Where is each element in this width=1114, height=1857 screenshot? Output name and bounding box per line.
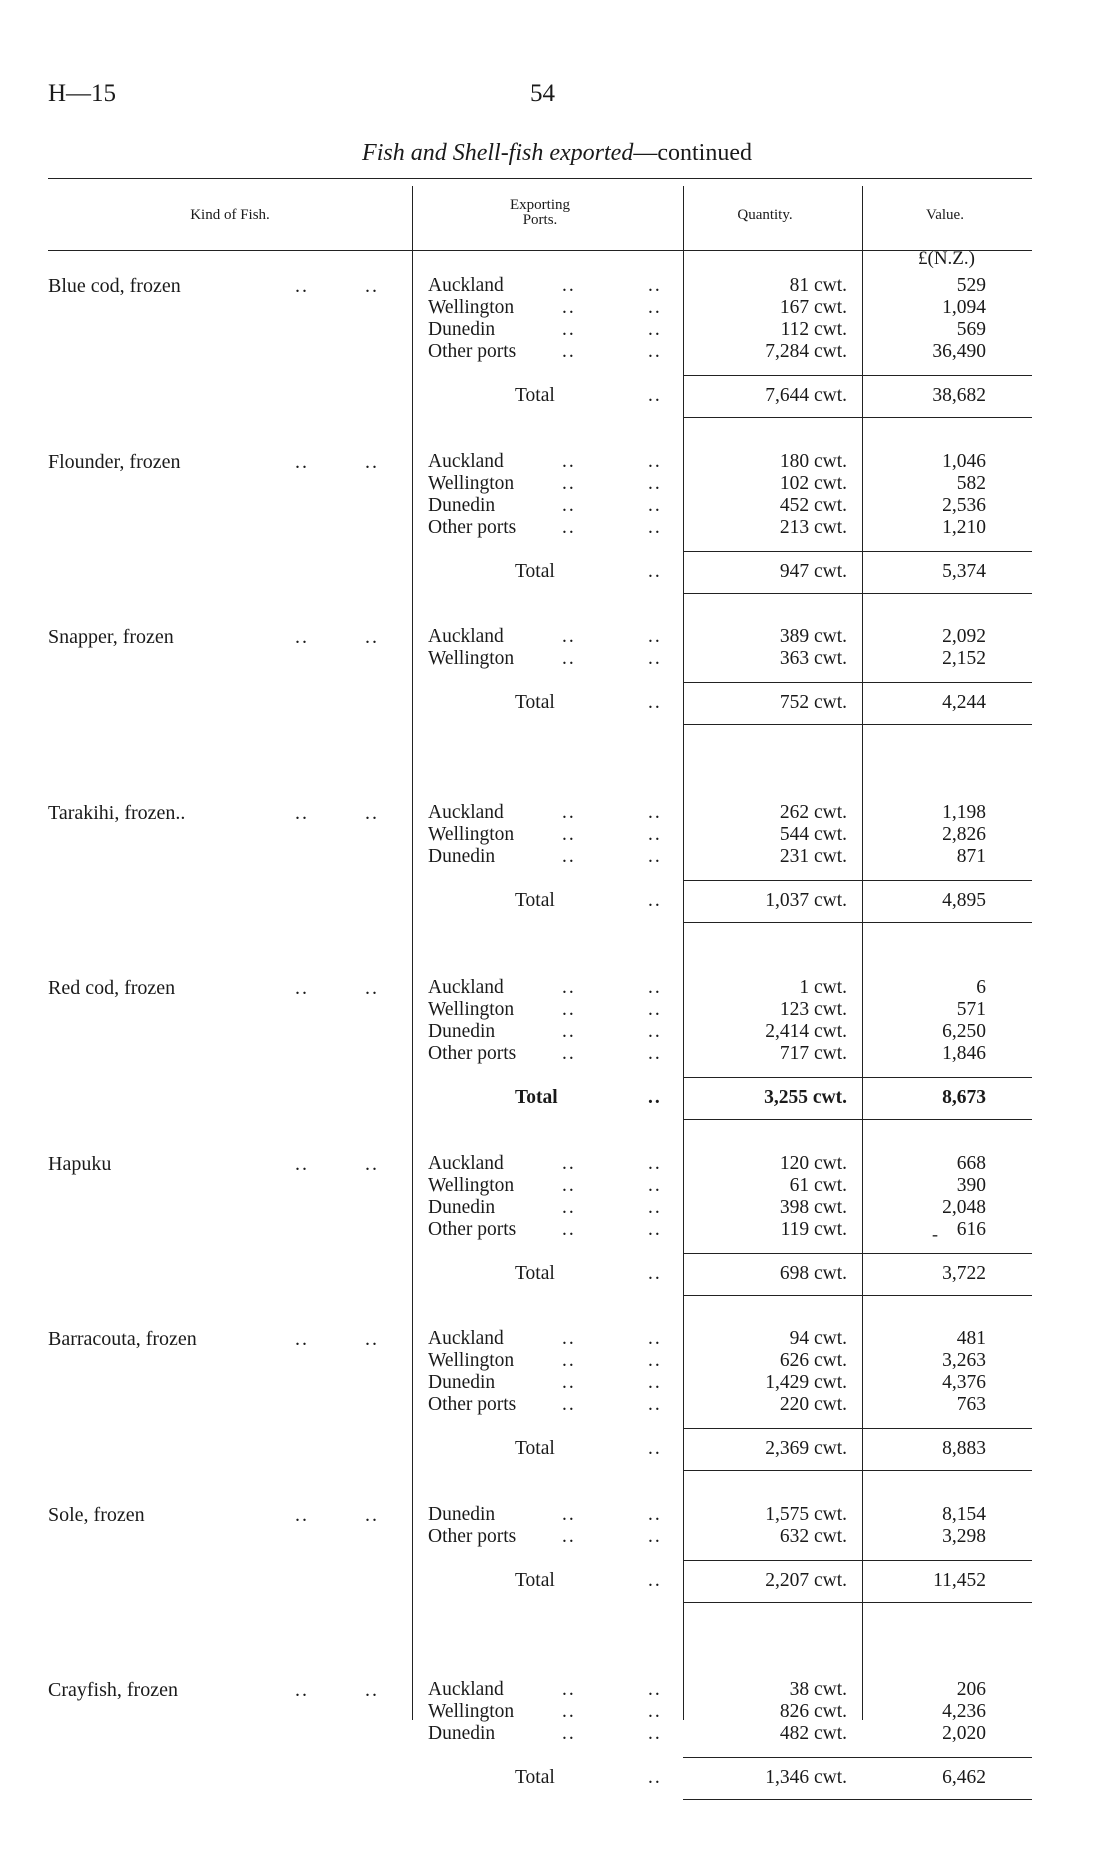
quantity-cell: 94 cwt. <box>789 1328 847 1349</box>
leader-dots: .. <box>562 846 576 867</box>
total-row <box>0 1263 1114 1285</box>
total-value: 5,374 <box>942 561 986 582</box>
quantity-cell: 717 cwt. <box>779 1043 847 1064</box>
table-row <box>0 1350 1114 1372</box>
leader-dots: .. <box>648 451 662 472</box>
value-cell: 616 <box>956 1219 986 1240</box>
leader-dots: .. <box>648 824 662 845</box>
leader-dots: .. .. <box>295 1153 379 1175</box>
table-row <box>0 1504 1114 1526</box>
fish-group <box>0 626 1114 804</box>
value-cell: 390 <box>956 1175 986 1196</box>
fish-group <box>0 977 1114 1155</box>
table-row <box>0 648 1114 670</box>
total-top-rule <box>683 1428 1032 1429</box>
quantity-cell: 2,414 cwt. <box>765 1021 847 1042</box>
quantity-cell: 38 cwt. <box>789 1679 847 1700</box>
value-cell: 529 <box>956 275 986 296</box>
leader-dots: .. <box>648 1021 662 1042</box>
total-value: 38,682 <box>932 385 986 406</box>
total-bottom-rule <box>683 593 1032 594</box>
fish-name: Crayfish, frozen <box>48 1679 178 1701</box>
fish-group <box>0 1153 1114 1331</box>
quantity-cell: 626 cwt. <box>779 1350 847 1371</box>
total-value: 4,244 <box>942 692 986 713</box>
leader-dots: .. <box>562 341 576 362</box>
value-cell: 1,198 <box>942 802 986 823</box>
value-cell: 1,046 <box>942 451 986 472</box>
leader-dots: .. <box>562 1679 576 1700</box>
total-label: Total <box>515 385 555 406</box>
port-name: Dunedin <box>428 1021 496 1042</box>
leader-dots: .. <box>562 517 576 538</box>
fish-name: Barracouta, frozen <box>48 1328 197 1350</box>
table-row <box>0 1219 1114 1241</box>
total-row <box>0 561 1114 583</box>
total-bottom-rule <box>683 724 1032 725</box>
table-row <box>0 977 1114 999</box>
leader-dots: .. <box>648 341 662 362</box>
title-suffix: —continued <box>633 140 752 166</box>
total-top-rule <box>683 551 1032 552</box>
total-top-rule <box>683 880 1032 881</box>
leader-dots: .. <box>562 495 576 516</box>
table-row <box>0 1021 1114 1043</box>
total-row <box>0 385 1114 407</box>
table-row <box>0 495 1114 517</box>
leader-dots: .. <box>562 1372 576 1393</box>
table-row <box>0 1701 1114 1723</box>
leader-dots: .. <box>648 692 662 713</box>
quantity-cell: 632 cwt. <box>779 1526 847 1547</box>
table-row <box>0 451 1114 473</box>
quantity-cell: 482 cwt. <box>779 1723 847 1744</box>
column-header-kind: Kind of Fish. <box>190 207 270 223</box>
column-header-value: Value. <box>926 207 964 223</box>
total-row <box>0 692 1114 714</box>
total-quantity: 3,255 cwt. <box>764 1087 847 1108</box>
fish-name: Red cod, frozen <box>48 977 176 999</box>
quantity-cell: 398 cwt. <box>779 1197 847 1218</box>
leader-dots: .. .. <box>295 451 379 473</box>
column-header-quantity: Quantity. <box>737 207 793 223</box>
leader-dots: .. <box>562 1350 576 1371</box>
leader-dots: .. <box>562 1175 576 1196</box>
quantity-cell: 102 cwt. <box>779 473 847 494</box>
leader-dots: .. <box>562 1526 576 1547</box>
leader-dots: .. <box>648 561 662 582</box>
port-name: Auckland <box>428 977 504 998</box>
port-name: Auckland <box>428 1153 504 1174</box>
total-bottom-rule <box>683 922 1032 923</box>
total-top-rule <box>683 1757 1032 1758</box>
total-value: 6,462 <box>942 1767 986 1788</box>
value-cell: 2,020 <box>942 1723 986 1744</box>
quantity-cell: 123 cwt. <box>779 999 847 1020</box>
minus-mark: - <box>932 1224 938 1244</box>
value-unit: £(N.Z.) <box>918 248 975 269</box>
quantity-cell: 120 cwt. <box>779 1153 847 1174</box>
value-cell: 3,263 <box>942 1350 986 1371</box>
table-row <box>0 999 1114 1021</box>
table-row <box>0 802 1114 824</box>
port-name: Wellington <box>428 1701 515 1722</box>
fish-name: Sole, frozen <box>48 1504 145 1526</box>
table-title <box>0 140 1114 167</box>
port-name: Other ports <box>428 1219 517 1240</box>
table-row <box>0 473 1114 495</box>
value-cell: 3,298 <box>942 1526 986 1547</box>
leader-dots: .. <box>562 1328 576 1349</box>
total-row <box>0 1570 1114 1592</box>
value-cell: 571 <box>956 999 986 1020</box>
value-cell: 569 <box>956 319 986 340</box>
value-cell: 763 <box>956 1394 986 1415</box>
value-cell: 582 <box>956 473 986 494</box>
port-name: Dunedin <box>428 1723 496 1744</box>
total-bottom-rule <box>683 1602 1032 1603</box>
header-bottom-rule <box>48 250 1032 251</box>
quantity-cell: 1,575 cwt. <box>765 1504 847 1525</box>
leader-dots: .. <box>648 1394 662 1415</box>
leader-dots: .. <box>648 473 662 494</box>
port-name: Dunedin <box>428 1504 496 1525</box>
leader-dots: .. <box>648 1087 662 1108</box>
table-row <box>0 1526 1114 1548</box>
port-name: Other ports <box>428 341 517 362</box>
quantity-cell: 1,429 cwt. <box>765 1372 847 1393</box>
quantity-cell: 61 cwt. <box>789 1175 847 1196</box>
leader-dots: .. <box>648 1197 662 1218</box>
leader-dots: .. <box>562 1153 576 1174</box>
fish-group <box>0 1328 1114 1506</box>
value-cell: 36,490 <box>932 341 986 362</box>
port-name: Wellington <box>428 297 515 318</box>
leader-dots: .. <box>648 1723 662 1744</box>
total-top-rule <box>683 1560 1032 1561</box>
port-name: Auckland <box>428 1328 504 1349</box>
total-quantity: 7,644 cwt. <box>765 385 847 406</box>
fish-group <box>0 275 1114 453</box>
total-label: Total <box>515 1438 555 1459</box>
leader-dots: .. <box>562 648 576 669</box>
total-value: 11,452 <box>933 1570 986 1591</box>
value-cell: 4,236 <box>942 1701 986 1722</box>
quantity-cell: 220 cwt. <box>779 1394 847 1415</box>
quantity-cell: 81 cwt. <box>789 275 847 296</box>
total-label: Total <box>515 1263 555 1284</box>
page-number: 54 <box>530 80 555 107</box>
leader-dots: .. <box>648 1043 662 1064</box>
leader-dots: .. <box>648 495 662 516</box>
total-bottom-rule <box>683 1119 1032 1120</box>
leader-dots: .. <box>648 1438 662 1459</box>
leader-dots: .. <box>562 297 576 318</box>
port-name: Wellington <box>428 473 515 494</box>
leader-dots: .. <box>648 977 662 998</box>
value-cell: 2,048 <box>942 1197 986 1218</box>
port-name: Dunedin <box>428 319 496 340</box>
leader-dots: .. <box>562 451 576 472</box>
quantity-cell: 452 cwt. <box>779 495 847 516</box>
fish-name: Tarakihi, frozen.. <box>48 802 186 824</box>
value-cell: 668 <box>956 1153 986 1174</box>
total-value: 8,673 <box>942 1087 986 1108</box>
quantity-cell: 231 cwt. <box>779 846 847 867</box>
leader-dots: .. <box>648 1570 662 1591</box>
table-row <box>0 297 1114 319</box>
table-row <box>0 1372 1114 1394</box>
leader-dots: .. <box>648 648 662 669</box>
leader-dots: .. .. <box>295 1328 379 1350</box>
total-row <box>0 1087 1114 1109</box>
leader-dots: .. <box>648 626 662 647</box>
total-row <box>0 1767 1114 1789</box>
value-cell: 2,092 <box>942 626 986 647</box>
table-row <box>0 275 1114 297</box>
leader-dots: .. <box>648 1219 662 1240</box>
total-value: 8,883 <box>942 1438 986 1459</box>
total-label: Total <box>515 890 555 911</box>
total-quantity: 752 cwt. <box>779 692 847 713</box>
fish-group <box>0 802 1114 980</box>
leader-dots: .. <box>648 1504 662 1525</box>
fish-name: Snapper, frozen <box>48 626 174 648</box>
value-cell: 1,846 <box>942 1043 986 1064</box>
fish-group <box>0 1504 1114 1682</box>
leader-dots: .. <box>648 1526 662 1547</box>
total-quantity: 2,207 cwt. <box>765 1570 847 1591</box>
total-label: Total <box>515 1087 558 1108</box>
leader-dots: .. <box>562 1197 576 1218</box>
table-row <box>0 319 1114 341</box>
value-cell: 8,154 <box>942 1504 986 1525</box>
header-top-rule <box>48 178 1032 179</box>
table-row <box>0 1153 1114 1175</box>
leader-dots: .. <box>648 1175 662 1196</box>
quantity-cell: 363 cwt. <box>779 648 847 669</box>
total-row <box>0 1438 1114 1460</box>
quantity-cell: 7,284 cwt. <box>765 341 847 362</box>
leader-dots: .. <box>648 1263 662 1284</box>
leader-dots: .. .. <box>295 1679 379 1701</box>
port-name: Other ports <box>428 1526 517 1547</box>
column-header-ports-line1: Exporting <box>510 197 570 213</box>
leader-dots: .. <box>562 275 576 296</box>
total-quantity: 947 cwt. <box>779 561 847 582</box>
leader-dots: .. <box>562 1043 576 1064</box>
column-header-ports-line2: Ports. <box>522 212 558 228</box>
leader-dots: .. <box>562 1504 576 1525</box>
leader-dots: .. <box>562 473 576 494</box>
title-main: Fish and Shell-fish exported <box>362 140 634 166</box>
table-row <box>0 1394 1114 1416</box>
value-cell: 4,376 <box>942 1372 986 1393</box>
quantity-cell: 262 cwt. <box>779 802 847 823</box>
total-top-rule <box>683 682 1032 683</box>
leader-dots: .. <box>562 319 576 340</box>
leader-dots: .. <box>648 1701 662 1722</box>
leader-dots: .. <box>562 1723 576 1744</box>
table-row <box>0 1043 1114 1065</box>
quantity-cell: 180 cwt. <box>779 451 847 472</box>
leader-dots: .. .. <box>295 626 379 648</box>
port-name: Dunedin <box>428 495 496 516</box>
table-row <box>0 1679 1114 1701</box>
value-cell: 2,152 <box>942 648 986 669</box>
leader-dots: .. <box>562 626 576 647</box>
fish-group <box>0 1679 1114 1857</box>
total-bottom-rule <box>683 1470 1032 1471</box>
port-name: Dunedin <box>428 1197 496 1218</box>
total-quantity: 1,346 cwt. <box>765 1767 847 1788</box>
port-name: Wellington <box>428 999 515 1020</box>
leader-dots: .. <box>562 977 576 998</box>
total-quantity: 698 cwt. <box>779 1263 847 1284</box>
leader-dots: .. <box>648 1372 662 1393</box>
quantity-cell: 544 cwt. <box>779 824 847 845</box>
leader-dots: .. <box>648 517 662 538</box>
quantity-cell: 213 cwt. <box>779 517 847 538</box>
value-cell: 6 <box>976 977 986 998</box>
value-cell: 1,210 <box>942 517 986 538</box>
total-top-rule <box>683 1253 1032 1254</box>
page-code: H—15 <box>48 80 117 107</box>
leader-dots: .. <box>648 1328 662 1349</box>
total-value: 3,722 <box>942 1263 986 1284</box>
total-label: Total <box>515 1570 555 1591</box>
leader-dots: .. .. <box>295 802 379 824</box>
total-value: 4,895 <box>942 890 986 911</box>
total-quantity: 1,037 cwt. <box>765 890 847 911</box>
leader-dots: .. .. <box>295 977 379 999</box>
table-row <box>0 1723 1114 1745</box>
table-row <box>0 1175 1114 1197</box>
table-row <box>0 1328 1114 1350</box>
leader-dots: .. <box>648 297 662 318</box>
leader-dots: .. <box>562 1219 576 1240</box>
port-name: Dunedin <box>428 846 496 867</box>
leader-dots: .. <box>648 1679 662 1700</box>
quantity-cell: 167 cwt. <box>779 297 847 318</box>
value-cell: 2,826 <box>942 824 986 845</box>
total-label: Total <box>515 1767 555 1788</box>
leader-dots: .. <box>648 275 662 296</box>
leader-dots: .. .. <box>295 275 379 297</box>
value-cell: 206 <box>956 1679 986 1700</box>
value-cell: 1,094 <box>942 297 986 318</box>
fish-name: Hapuku <box>48 1153 112 1175</box>
table-row <box>0 626 1114 648</box>
leader-dots: .. <box>562 1394 576 1415</box>
leader-dots: .. <box>562 999 576 1020</box>
leader-dots: .. <box>648 846 662 867</box>
leader-dots: .. <box>648 1350 662 1371</box>
total-top-rule <box>683 375 1032 376</box>
fish-name: Blue cod, frozen <box>48 275 181 297</box>
quantity-cell: 112 cwt. <box>780 319 847 340</box>
port-name: Dunedin <box>428 1372 496 1393</box>
total-bottom-rule <box>683 417 1032 418</box>
port-name: Wellington <box>428 648 515 669</box>
total-label: Total <box>515 692 555 713</box>
table-row <box>0 824 1114 846</box>
leader-dots: .. <box>562 1701 576 1722</box>
value-cell: 6,250 <box>942 1021 986 1042</box>
table-row <box>0 846 1114 868</box>
leader-dots: .. <box>648 1767 662 1788</box>
table-row <box>0 1197 1114 1219</box>
quantity-cell: 389 cwt. <box>779 626 847 647</box>
total-bottom-rule <box>683 1295 1032 1296</box>
table-row <box>0 517 1114 539</box>
total-top-rule <box>683 1077 1032 1078</box>
leader-dots: .. .. <box>295 1504 379 1526</box>
total-label: Total <box>515 561 555 582</box>
leader-dots: .. <box>648 999 662 1020</box>
port-name: Wellington <box>428 1175 515 1196</box>
port-name: Wellington <box>428 1350 515 1371</box>
port-name: Auckland <box>428 275 504 296</box>
port-name: Wellington <box>428 824 515 845</box>
leader-dots: .. <box>648 385 662 406</box>
leader-dots: .. <box>562 824 576 845</box>
value-cell: 481 <box>956 1328 986 1349</box>
table-row <box>0 341 1114 363</box>
port-name: Auckland <box>428 451 504 472</box>
quantity-cell: 826 cwt. <box>779 1701 847 1722</box>
leader-dots: .. <box>648 1153 662 1174</box>
total-row <box>0 890 1114 912</box>
fish-name: Flounder, frozen <box>48 451 181 473</box>
leader-dots: .. <box>648 890 662 911</box>
total-quantity: 2,369 cwt. <box>765 1438 847 1459</box>
leader-dots: .. <box>562 1021 576 1042</box>
quantity-cell: 1 cwt. <box>799 977 847 998</box>
port-name: Other ports <box>428 517 517 538</box>
port-name: Auckland <box>428 1679 504 1700</box>
port-name: Other ports <box>428 1394 517 1415</box>
leader-dots: .. <box>562 802 576 823</box>
leader-dots: .. <box>648 319 662 340</box>
value-cell: 2,536 <box>942 495 986 516</box>
leader-dots: .. <box>648 802 662 823</box>
total-bottom-rule <box>683 1799 1032 1800</box>
fish-group <box>0 451 1114 629</box>
value-cell: 871 <box>956 846 986 867</box>
port-name: Auckland <box>428 802 504 823</box>
quantity-cell: 119 cwt. <box>780 1219 847 1240</box>
port-name: Auckland <box>428 626 504 647</box>
port-name: Other ports <box>428 1043 517 1064</box>
column-header-ports <box>460 198 620 228</box>
